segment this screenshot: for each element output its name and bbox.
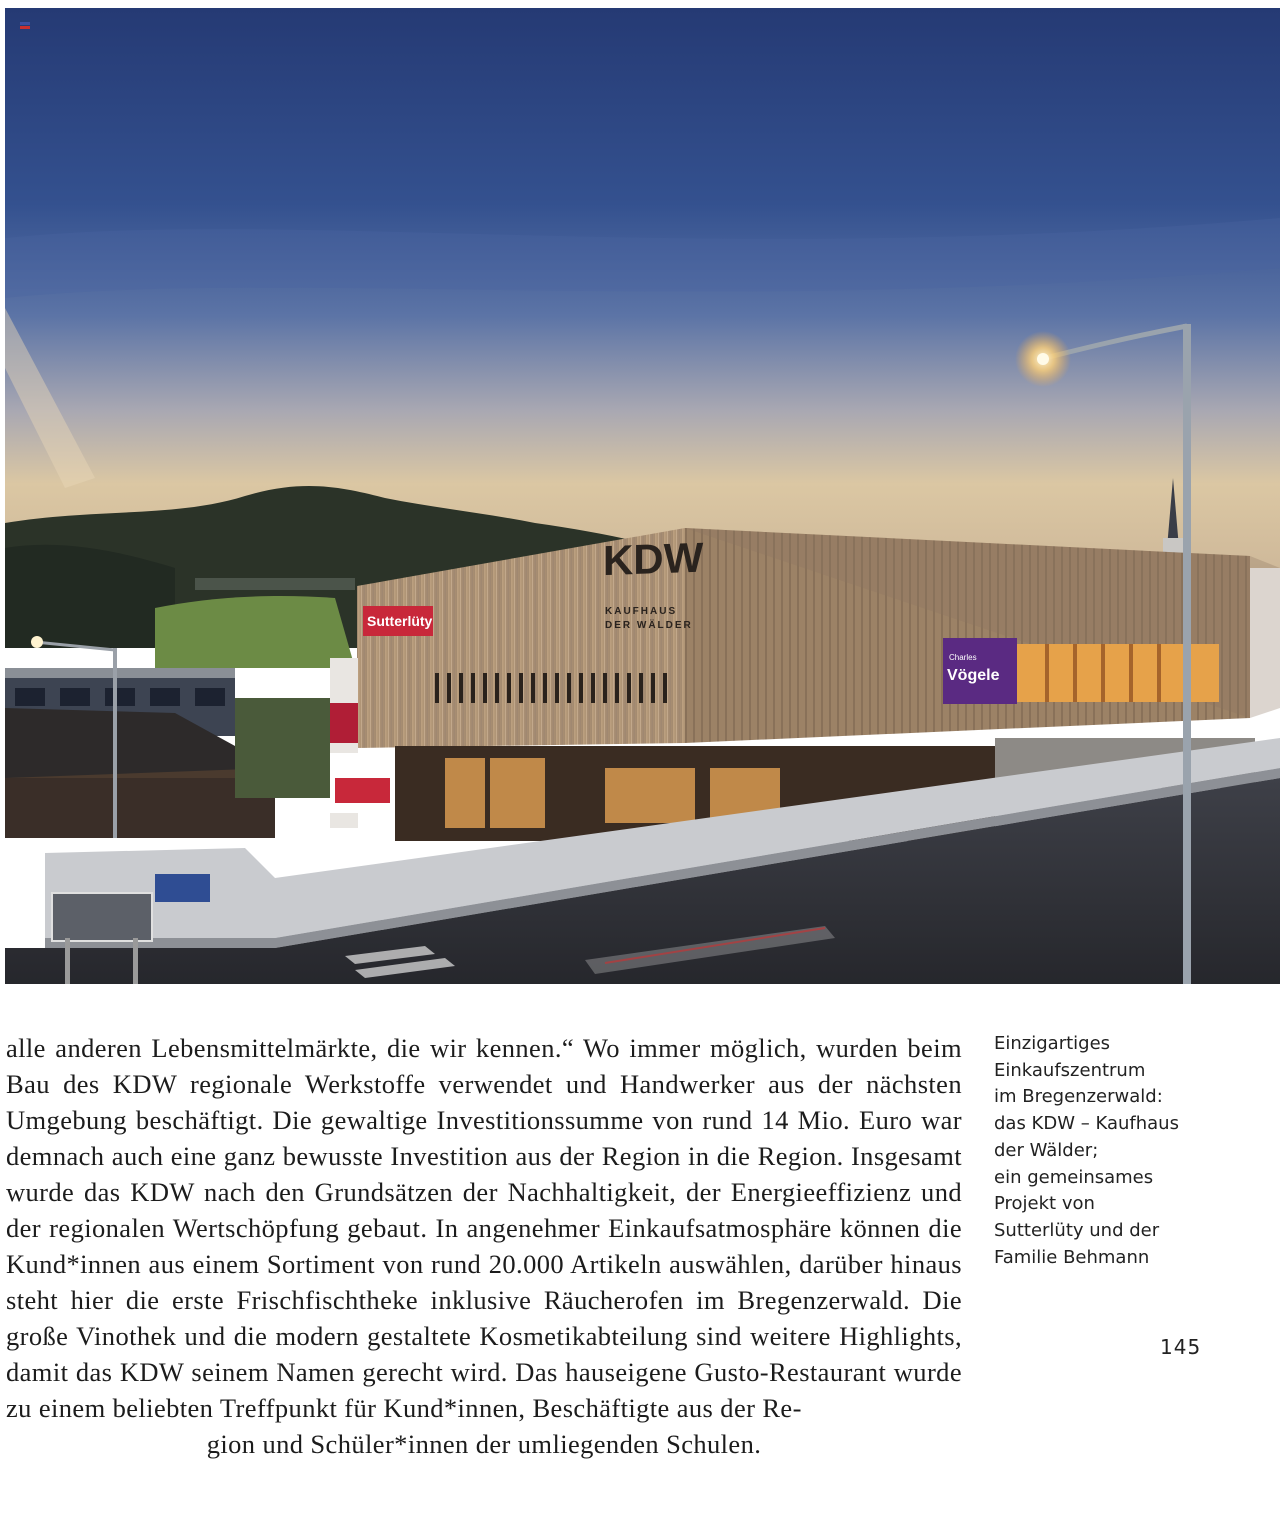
body-last-line: gion und Schüler*innen der umliegenden Schulen. <box>206 1429 762 1459</box>
kdw-logo-sub1: KAUFHAUS <box>605 606 678 617</box>
sutterluety-sign-text: Sutterlüty <box>367 613 433 629</box>
voegele-sign-small: Charles <box>949 653 977 662</box>
kdw-building-photo <box>5 8 1280 984</box>
street-lamp-pole <box>1183 324 1191 984</box>
body-text <box>6 1030 962 1462</box>
caption-line: im Bregenzerwald: <box>994 1086 1163 1108</box>
kdw-logo: KDW <box>603 533 704 585</box>
caption-line: Projekt von <box>994 1193 1095 1215</box>
caption-line: Einzigartiges <box>994 1033 1111 1054</box>
caption-line: Einkaufszentrum <box>994 1059 1146 1081</box>
caption-line: Sutterlüty und der <box>994 1219 1160 1241</box>
caption-line: der Wälder; <box>994 1139 1099 1161</box>
caption-line: ein gemeinsames <box>994 1166 1154 1188</box>
caption-line: das KDW – Kaufhaus <box>994 1113 1179 1135</box>
kdw-logo-sub2: DER WÄLDER <box>605 620 693 631</box>
photo-caption <box>994 1031 1224 1271</box>
body-paragraph: alle anderen Lebensmittelmärkte, die wir kennen.“ Wo immer möglich, wurden beim Bau des KDW regionale Werkstoffe verwendet und Handwerker aus der nächsten Umgebung beschäftigt. Die gewaltige Investitionssumme von rund 14 Mio. Euro war demnach auch eine ganz bewusste Investition aus der Region in die Region. Insgesamt wurde das KDW nach den Grundsätzen der Nachhaltigkeit, der Energieeffizienz und der regionalen Wertschöpfung gebaut. In angenehmer Einkaufsatmosphäre können die Kund*innen aus einem Sortiment von rund 20.000 Artikeln auswählen, darüber hinaus steht hier die erste Frischfischtheke inklusive Räucherofen im Bregenzerwald. Die große Vinothek und die modern gestaltete Kosmetikabteilung sind weitere Highlights, damit das KDW seinem Namen gerecht wird. Das hauseigene Gusto-Restaurant wurde zu einem beliebten Treffpunkt für Kund*innen, Beschäftigte aus der Re- <box>6 1033 962 1423</box>
voegele-sign-text: Vögele <box>947 667 1000 684</box>
direction-sign <box>52 893 152 941</box>
caption-line: Familie Behmann <box>994 1246 1150 1268</box>
page-number: 145 <box>1160 1335 1202 1359</box>
